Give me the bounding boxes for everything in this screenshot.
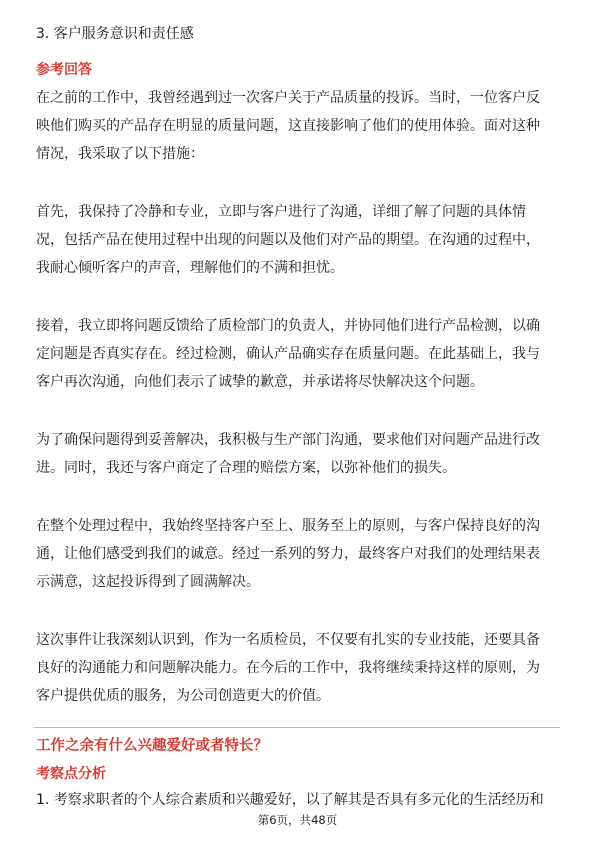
paragraph-line: 情况，我采取了以下措施： bbox=[36, 146, 204, 162]
paragraph-line: 示满意，这起投诉得到了圆满解决。 bbox=[36, 574, 260, 590]
paragraph-line: 接着，我立即将问题反馈给了质检部门的负责人，并协同他们进行产品检测，以确 bbox=[36, 318, 540, 334]
paragraph-line: 首先，我保持了冷静和专业，立即与客户进行了沟通，详细了解了问题的具体情 bbox=[36, 204, 526, 220]
paragraph-line: 我耐心倾听客户的声音，理解他们的不满和担忧。 bbox=[36, 260, 344, 276]
paragraph-line: 在之前的工作中，我曾经遇到过一次客户关于产品质量的投诉。当时，一位客户反 bbox=[36, 90, 540, 106]
paragraph-line: 通，让他们感受到我们的诚意。经过一系列的努力，最终客户对我们的处理结果表 bbox=[36, 546, 540, 562]
paragraph-line: 良好的沟通能力和问题解决能力。在今后的工作中，我将继续秉持这样的原则，为 bbox=[36, 660, 540, 676]
paragraph-line: 定问题是否真实存在。经过检测，确认产品确实存在质量问题。在此基础上，我与 bbox=[36, 346, 540, 362]
paragraph-line: 客户提供优质的服务，为公司创造更大的价值。 bbox=[36, 688, 330, 704]
analysis-line: 1. 考察求职者的个人综合素质和兴趣爱好，以了解其是否具有多元化的生活经历和 bbox=[36, 792, 544, 808]
next-question-heading: 工作之余有什么兴趣爱好或者特长？ bbox=[36, 738, 268, 754]
paragraph-line: 这次事件让我深刻认识到，作为一名质检员，不仅要有扎实的专业技能，还要具备 bbox=[36, 632, 540, 648]
section-title: 3. 客户服务意识和责任感 bbox=[36, 26, 194, 42]
section-divider bbox=[34, 727, 560, 728]
paragraph-line: 进。同时，我还与客户商定了合理的赔偿方案，以弥补他们的损失。 bbox=[36, 460, 456, 476]
paragraph-line: 客户再次沟通，向他们表示了诚挚的歉意，并承诺将尽快解决这个问题。 bbox=[36, 374, 484, 390]
paragraph-line: 为了确保问题得到妥善解决，我积极与生产部门沟通，要求他们对问题产品进行改 bbox=[36, 432, 540, 448]
reference-answer-label: 参考回答 bbox=[36, 62, 92, 78]
paragraph-line: 在整个处理过程中，我始终坚持客户至上、服务至上的原则，与客户保持良好的沟 bbox=[36, 518, 540, 534]
paragraph-line: 况，包括产品在使用过程中出现的问题以及他们对产品的期望。在沟通的过程中， bbox=[36, 232, 540, 248]
analysis-label: 考察点分析 bbox=[36, 766, 106, 782]
paragraph-line: 映他们购买的产品存在明显的质量问题，这直接影响了他们的使用体验。面对这种 bbox=[36, 118, 540, 134]
page-footer: 第6页，共48页 bbox=[257, 813, 338, 827]
